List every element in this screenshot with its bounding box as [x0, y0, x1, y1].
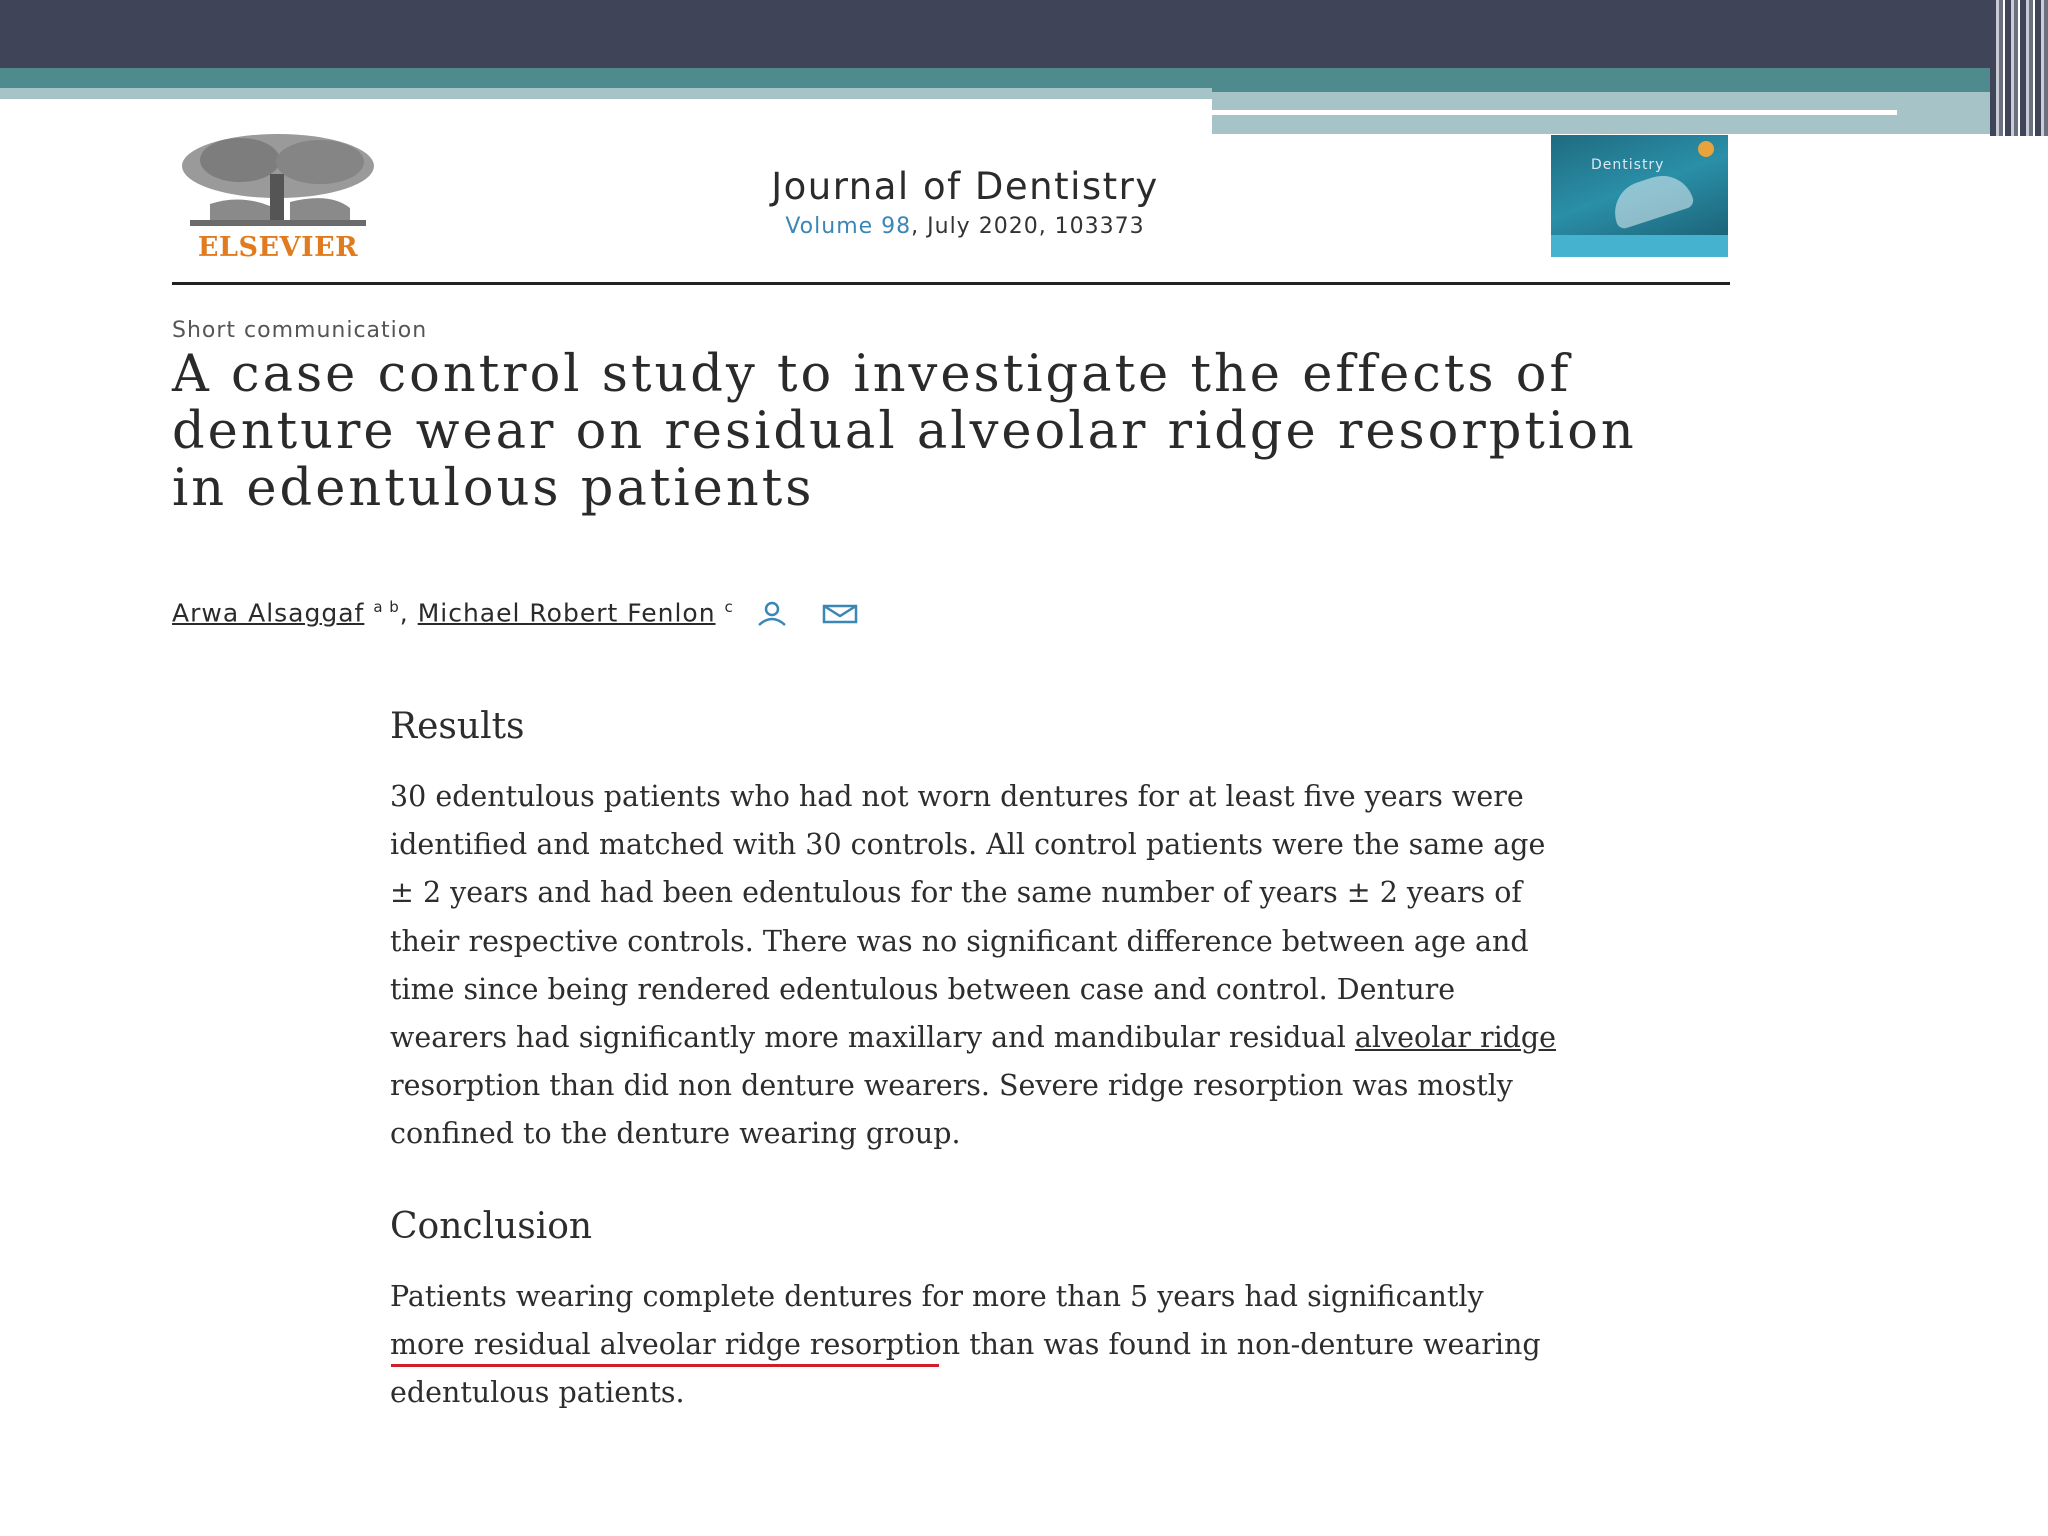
conclusion-heading: Conclusion [390, 1206, 593, 1247]
cover-label: Dentistry [1591, 157, 1665, 173]
author-link[interactable]: Michael Robert Fenlon [417, 598, 716, 628]
journal-title[interactable]: Journal of Dentistry [771, 165, 1159, 208]
slide-accent-stripe-left [0, 88, 1212, 99]
conclusion-text-part: than was found in non-denture wearing edentulous patients. [390, 1328, 1541, 1410]
results-heading: Results [390, 706, 525, 747]
results-text-part: resorption than did non denture wearers. Severe ridge resorption was mostly confined to the denture wearing group. [390, 1069, 1513, 1151]
author-link[interactable]: Arwa Alsaggaf [172, 598, 365, 628]
red-highlight-underline [391, 1364, 939, 1367]
cover-band [1551, 235, 1728, 257]
tree-logo-icon [180, 134, 376, 230]
author-list: Arwa Alsaggaf $^{a b}$, Michael Robert Fenlon $^c$ [172, 598, 858, 627]
results-text-part: 30 edentulous patients who had not worn dentures for at least five years were identified and matched with 30 controls. All control patients were the same age ± 2 years and had been edentulous for the same number of years ± 2 years of their respective controls. There was no significant difference between age and time since being rendered edentulous between case and control. Denture wearers had significantly more maxillary and mandibular residual [390, 780, 1546, 1055]
alveolar-ridge-link[interactable]: alveolar ridge [1354, 1021, 1557, 1055]
header-divider [172, 282, 1730, 285]
article-title: A case control study to investigate the effects of denture wear on residual alveolar ridge resorption in edentulous patients [172, 345, 1637, 518]
author-affiliation[interactable]: a b [373, 598, 400, 616]
conclusion-text-part: Patients wearing complete dentures for more than 5 years had significantly [390, 1280, 1484, 1313]
publisher-name: ELSEVIER [197, 232, 359, 263]
slide-header-bar [0, 0, 2048, 68]
conclusion-highlight: more residual alveolar ridge resorption [390, 1328, 961, 1362]
elsevier-logo [172, 134, 384, 262]
author-affiliation[interactable]: c [724, 598, 734, 616]
results-text [390, 773, 1560, 1159]
cover-image-icon [1607, 168, 1695, 231]
volume-details: , July 2020, 103373 [911, 214, 1145, 239]
article-type: Short communication [172, 318, 428, 343]
person-icon[interactable] [755, 601, 789, 627]
cover-badge-icon [1698, 141, 1714, 157]
slide-edge-stripes [1990, 0, 2048, 136]
journal-cover-thumbnail[interactable] [1551, 135, 1728, 257]
volume-link[interactable]: Volume 98 [785, 214, 912, 239]
mail-icon[interactable] [822, 603, 858, 625]
slide-accent-line [1212, 110, 1897, 115]
conclusion-text [390, 1273, 1560, 1418]
journal-volume [600, 214, 1330, 239]
